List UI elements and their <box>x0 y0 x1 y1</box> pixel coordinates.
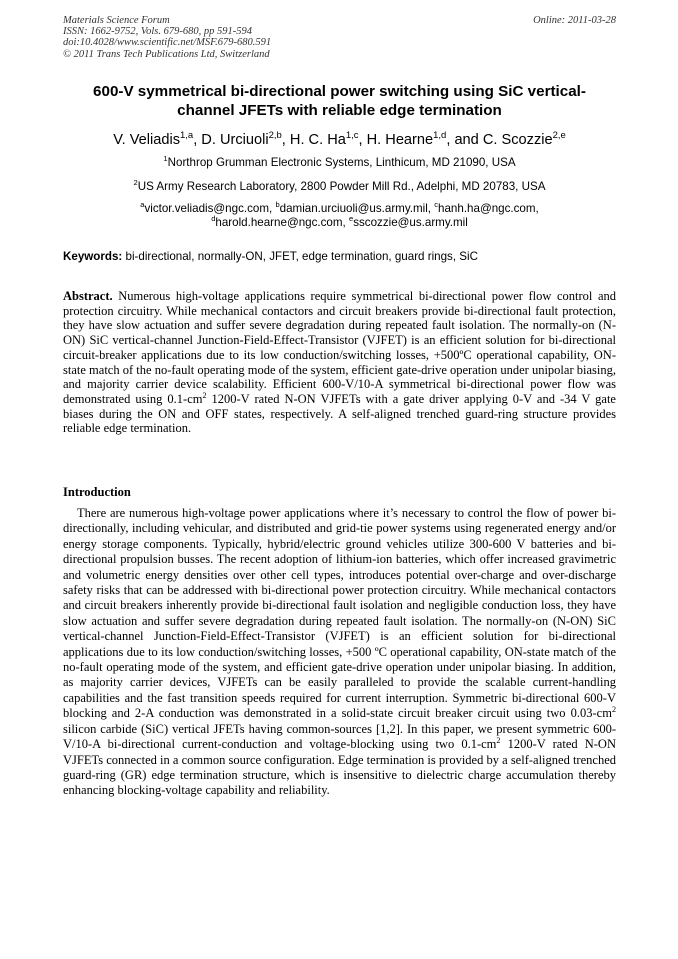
paper-title <box>63 82 616 120</box>
abstract-paragraph <box>63 289 616 436</box>
keywords-label: Keywords: <box>63 250 123 263</box>
author-affiliation-marker: 2,b <box>268 130 282 142</box>
author-affiliation-marker: 1,d <box>433 130 447 142</box>
author-conjunction: and <box>454 132 479 148</box>
keywords-line <box>63 250 616 264</box>
abstract-text-continued: 1200-V rated N-ON VJFETs with a gate driver applying 0-V and -34 V gate biases during the ON and OFF states, respectively. A self-aligned trenched guard-ring structure provides reliable edge termination. <box>63 391 616 436</box>
title-line-1: 600-V symmetrical bi-directional power switching using SiC vertical- <box>93 83 586 100</box>
email-line-1 <box>63 202 616 216</box>
email-link[interactable]: sscozzie@us.army.mil <box>353 216 468 229</box>
copyright-line: © 2011 Trans Tech Publications Ltd, Switzerland <box>63 48 270 60</box>
email-link[interactable]: damian.urciuoli@us.army.mil, <box>279 202 432 215</box>
author-list: V. Veliadis$^{1,a}$, D. Urciuoli$^{2,b}$, H. C. Ha$^{1,c}$, H. Hearne$^{1,d}$, and C. Scozzie$^{2,e}$ <box>113 130 566 148</box>
author-name: D. Urciuoli <box>201 132 269 148</box>
superscript: 2 <box>611 705 616 715</box>
abstract-label: Abstract. <box>63 289 113 303</box>
author-affiliation-marker: 1,c <box>345 130 359 142</box>
keywords-text: bi-directional, normally-ON, JFET, edge termination, guard rings, SiC <box>125 250 478 263</box>
title-line-2: channel JFETs with reliable edge termination <box>177 102 502 119</box>
affiliation-marker: 2 <box>133 178 138 188</box>
section-heading-introduction: Introduction <box>63 485 131 499</box>
introduction-paragraph <box>63 506 616 799</box>
affiliation-text: Northrop Grumman Electronic Systems, Linthicum, MD 21090, USA <box>167 156 516 169</box>
affiliation-marker: 1 <box>163 154 168 164</box>
email-marker: d <box>211 214 216 224</box>
email-link[interactable]: victor.veliadis@ngc.com, <box>144 202 273 215</box>
doi-line: doi:10.4028/www.scientific.net/MSF.679-680.591 <box>63 37 272 49</box>
email-marker: e <box>348 214 354 224</box>
email-marker: a <box>140 200 145 210</box>
email-link[interactable]: harold.hearne@ngc.com, <box>215 216 346 229</box>
superscript: 2 <box>496 735 501 745</box>
superscript: 2 <box>202 390 207 400</box>
abstract-text: Numerous high-voltage applications require symmetrical bi-directional power flow control and protection circuitry. While mechanical contactors and circuit breakers provide bi-directional fault protection, they have slow actuation and suffer severe degradation during repeated fault isolation. The normally-on (N-ON) SiC vertical-channel Junction-Field-Effect-Transistor (VJFET) is an efficient solution for bi-directional circuit-breaker applications due to its low conduction/switching losses, +500ºC operational capability, ON-state match of the no-fault operating mode of the system, efficient gate-drive operation under unipolar biasing, and majority carrier device scalability. Efficient 600-V/10-A symmetrical bi-directional power flow was demonstrated using 0.1-cm <box>63 289 616 406</box>
intro-text-continued: silicon carbide (SiC) vertical JFETs having common-sources [1,2]. In this paper, we present symmetric 600-V/10-A bi-directional current-conduction and voltage-blocking using two 0.1-cm <box>63 721 616 752</box>
intro-text-end: 1200-V rated N-ON VJFETs connected in a common source configuration. Edge termination is provided by a self-aligned trenched guard-ring (GR) edge termination structure, which is insensitive to dielectric charge accumulation thereby enhancing blocking-voltage capability and reliability. <box>63 737 616 798</box>
email-marker: b <box>275 200 280 210</box>
journal-name: Materials Science Forum <box>63 15 170 26</box>
author-affiliation-marker: 2,e <box>552 130 566 142</box>
email-link[interactable]: hanh.ha@ngc.com, <box>438 202 539 215</box>
author-name: H. Hearne <box>366 132 434 148</box>
author-name: H. C. Ha <box>289 132 346 148</box>
affiliation-text: US Army Research Laboratory, 2800 Powder Mill Rd., Adelphi, MD 20783, USA <box>137 180 546 193</box>
author-name: V. Veliadis <box>113 132 180 148</box>
email-marker: c <box>434 200 439 210</box>
online-date: Online: 2011-03-28 <box>533 15 616 26</box>
intro-text: There are numerous high-voltage power applications where it’s necessary to control the flow of power bi-directionally, including vehicular, and distributed and grid-tie power systems using regenerated energy and/or energy storage components. Typically, hybrid/electric ground vehicles utilize 300-600 V batteries and bi-directional propulsion busses. The recent adoption of lithium-ion batteries, which offer increased gravimetric and volumetric energy densities over other cell types, introduces potential over-charge and over-discharge safety risks that can be addressed with bi-directional power protection circuitry. While mechanical contactors and circuit breakers inherently provide bi-directional fault isolation and negligible conduction loss, they have slow actuation and suffer severe degradation during repeated fault isolation. The normally-on (N-ON) SiC vertical-channel Junction-Field-Effect-Transistor (VJFET) is an efficient solution for bi-directional applications due to its low conduction/switching losses, +500 ºC operational capability, ON-state match of the no-fault operating mode of the system, and efficient gate-drive operation under unipolar biasing. In addition, as majority carrier devices, VJFETs can be easily paralleled to provide the scalable current-handling capabilities and the fast transition speeds required for current interruption. Symmetric bi-directional 600-V blocking and 2-A conduction was demonstrated in a solid-state circuit breaker circuit using two 0.03-cm <box>63 506 616 721</box>
author-affiliation-marker: 1,a <box>180 130 194 142</box>
affiliation-2 <box>63 180 616 194</box>
affiliation-1 <box>63 156 616 170</box>
author-emails <box>63 202 616 230</box>
issn-line: ISSN: 1662-9752, Vols. 679-680, pp 591-594 <box>63 26 252 38</box>
journal-header <box>63 15 616 60</box>
author-name: C. Scozzie <box>482 132 553 148</box>
email-line-2 <box>63 216 616 230</box>
